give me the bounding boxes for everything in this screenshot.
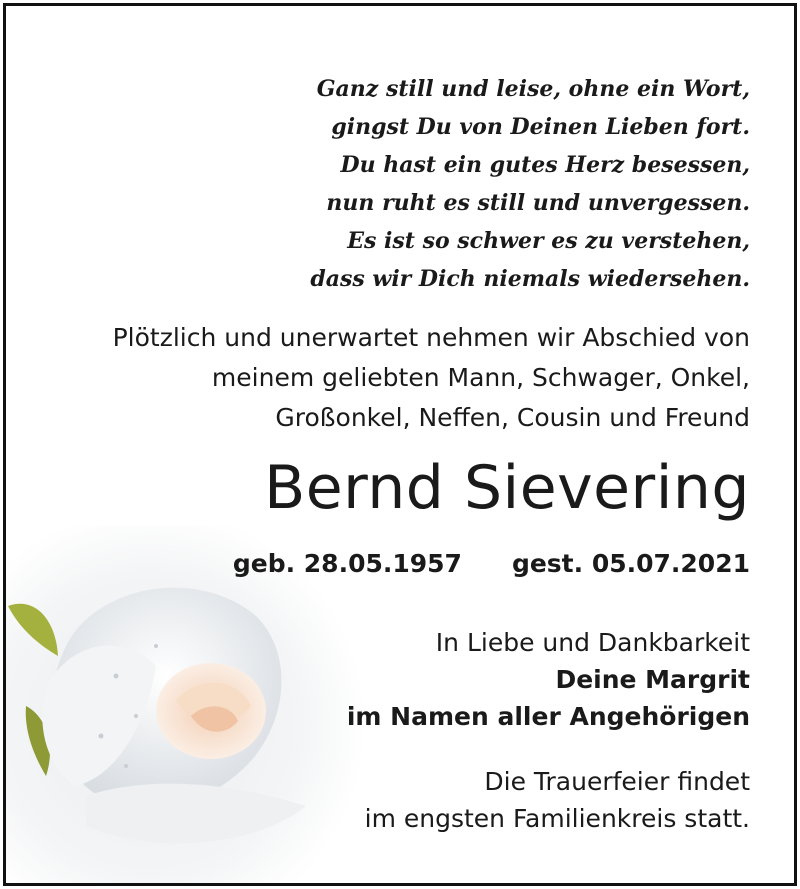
- poem-line: nun ruht es still und unvergessen.: [326, 190, 750, 216]
- mourner-name: Deine Margrit: [555, 665, 750, 694]
- death-date: gest. 05.07.2021: [511, 549, 750, 578]
- service-note: [365, 763, 750, 837]
- service-line: im engsten Familienkreis statt.: [364, 804, 750, 833]
- poem-line: Es ist so schwer es zu verstehen,: [347, 228, 750, 254]
- intro-line: meinem geliebten Mann, Schwager, Onkel,: [211, 363, 750, 392]
- deceased-name: Bernd Sievering: [264, 453, 750, 523]
- poem: [310, 70, 750, 298]
- intro-line: Großonkel, Neffen, Cousin und Freund: [275, 403, 750, 432]
- closing-block: [347, 624, 750, 735]
- life-dates: [233, 544, 750, 584]
- closing-line: In Liebe und Dankbarkeit: [435, 628, 750, 657]
- intro-line: Plötzlich und unerwartet nehmen wir Abschied von: [112, 323, 750, 352]
- mourner-family: im Namen aller Angehörigen: [346, 702, 750, 731]
- poem-line: Du hast ein gutes Herz besessen,: [340, 152, 750, 178]
- poem-line: Ganz still und leise, ohne ein Wort,: [316, 76, 750, 102]
- obituary-frame: [3, 3, 797, 886]
- poem-line: dass wir Dich niemals wiedersehen.: [310, 266, 750, 292]
- service-line: Die Trauerfeier findet: [484, 767, 750, 796]
- poem-line: gingst Du von Deinen Lieben fort.: [331, 114, 750, 140]
- intro-text: [113, 318, 750, 438]
- birth-date: geb. 28.05.1957: [232, 549, 462, 578]
